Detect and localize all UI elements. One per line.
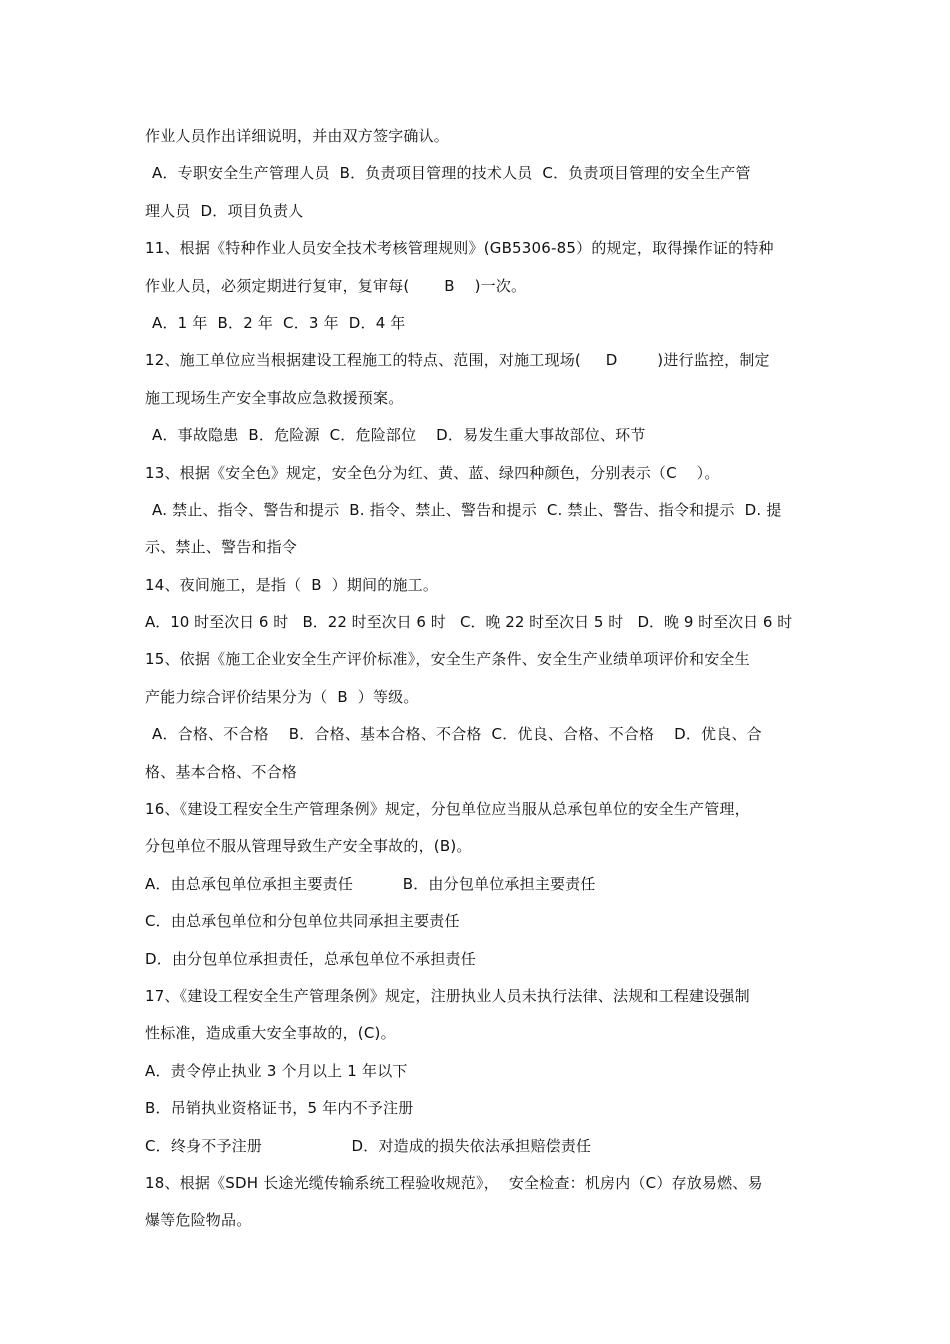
answer-option: A．由总承包单位承担主要责任 B．由分包单位承担主要责任 [145, 874, 596, 893]
text-line: 格、基本合格、不合格 [145, 762, 298, 781]
question-18: 18、根据《SDH 长途光缆传输系统工程验收规范》， 安全检查：机房内（C）存放易燃、易 [145, 1173, 763, 1192]
question-17: 17、《建设工程安全生产管理条例》规定，注册执业人员未执行法律、法规和工程建设强制 [145, 986, 750, 1005]
answer-options: A．1 年 B．2 年 C．3 年 D．4 年 [152, 313, 406, 332]
answer-option: C．由总承包单位和分包单位共同承担主要责任 [145, 912, 460, 931]
text-line: 理人员 D．项目负责人 [145, 201, 304, 220]
text-line: 产能力综合评价结果分为（ B ）等级。 [145, 687, 419, 706]
question-14: 14、夜间施工，是指（ B ）期间的施工。 [145, 575, 439, 594]
answer-option: A．责令停止执业 3 个月以上 1 年以下 [145, 1061, 408, 1080]
text-line: 施工现场生产安全事故应急救援预案。 [145, 388, 404, 407]
question-16: 16、《建设工程安全生产管理条例》规定，分包单位应当服从总承包单位的安全生产管理， [145, 800, 750, 819]
answer-options: A．10 时至次日 6 时 B．22 时至次日 6 时 C．晚 22 时至次日 5 时 D．晚 9 时至次日 6 时 [145, 613, 793, 632]
text-line: 示、禁止、警告和指令 [145, 538, 298, 557]
answer-option: C．终身不予注册 D．对造成的损失依法承担赔偿责任 [145, 1136, 592, 1155]
question-13: 13、根据《安全色》规定，安全色分为红、黄、蓝、绿四种颜色，分别表示（C ）。 [145, 463, 720, 482]
document-body [145, 118, 815, 1240]
answer-options: A．事故隐患 B．危险源 C．危险部位 D．易发生重大事故部位、环节 [152, 426, 646, 445]
question-15: 15、依据《施工企业安全生产评价标准》，安全生产条件、安全生产业绩单项评价和安全生 [145, 650, 750, 669]
question-11: 11、根据《特种作业人员安全技术考核管理规则》(GB5306-85）的规定，取得操作证的特种 [145, 239, 774, 258]
text-line: 性标准，造成重大安全事故的，(C)。 [145, 1024, 396, 1043]
text-line: 作业人员作出详细说明，并由双方签字确认。 [145, 127, 450, 145]
answer-option: D．由分包单位承担责任，总承包单位不承担责任 [145, 949, 476, 968]
question-12: 12、施工单位应当根据建设工程施工的特点、范围，对施工现场( D )进行监控，制定 [145, 351, 770, 370]
answer-options: A. 禁止、指令、警告和提示 B. 指令、禁止、警告和提示 C. 禁止、警告、指令和提示 D. 提 [152, 500, 782, 519]
text-line: 分包单位不服从管理导致生产安全事故的，(B)。 [145, 837, 472, 856]
answer-option: B．吊销执业资格证书，5 年内不予注册 [145, 1099, 414, 1118]
text-line: 爆等危险物品。 [145, 1211, 252, 1230]
answer-options: A．专职安全生产管理人员 B．负责项目管理的技术人员 C．负责项目管理的安全生产管 [152, 164, 751, 183]
answer-options: A．合格、不合格 B．合格、基本合格、不合格 C．优良、合格、不合格 D．优良、合 [152, 725, 762, 744]
text-line: 作业人员，必须定期进行复审，复审每( B )一次。 [145, 276, 527, 295]
